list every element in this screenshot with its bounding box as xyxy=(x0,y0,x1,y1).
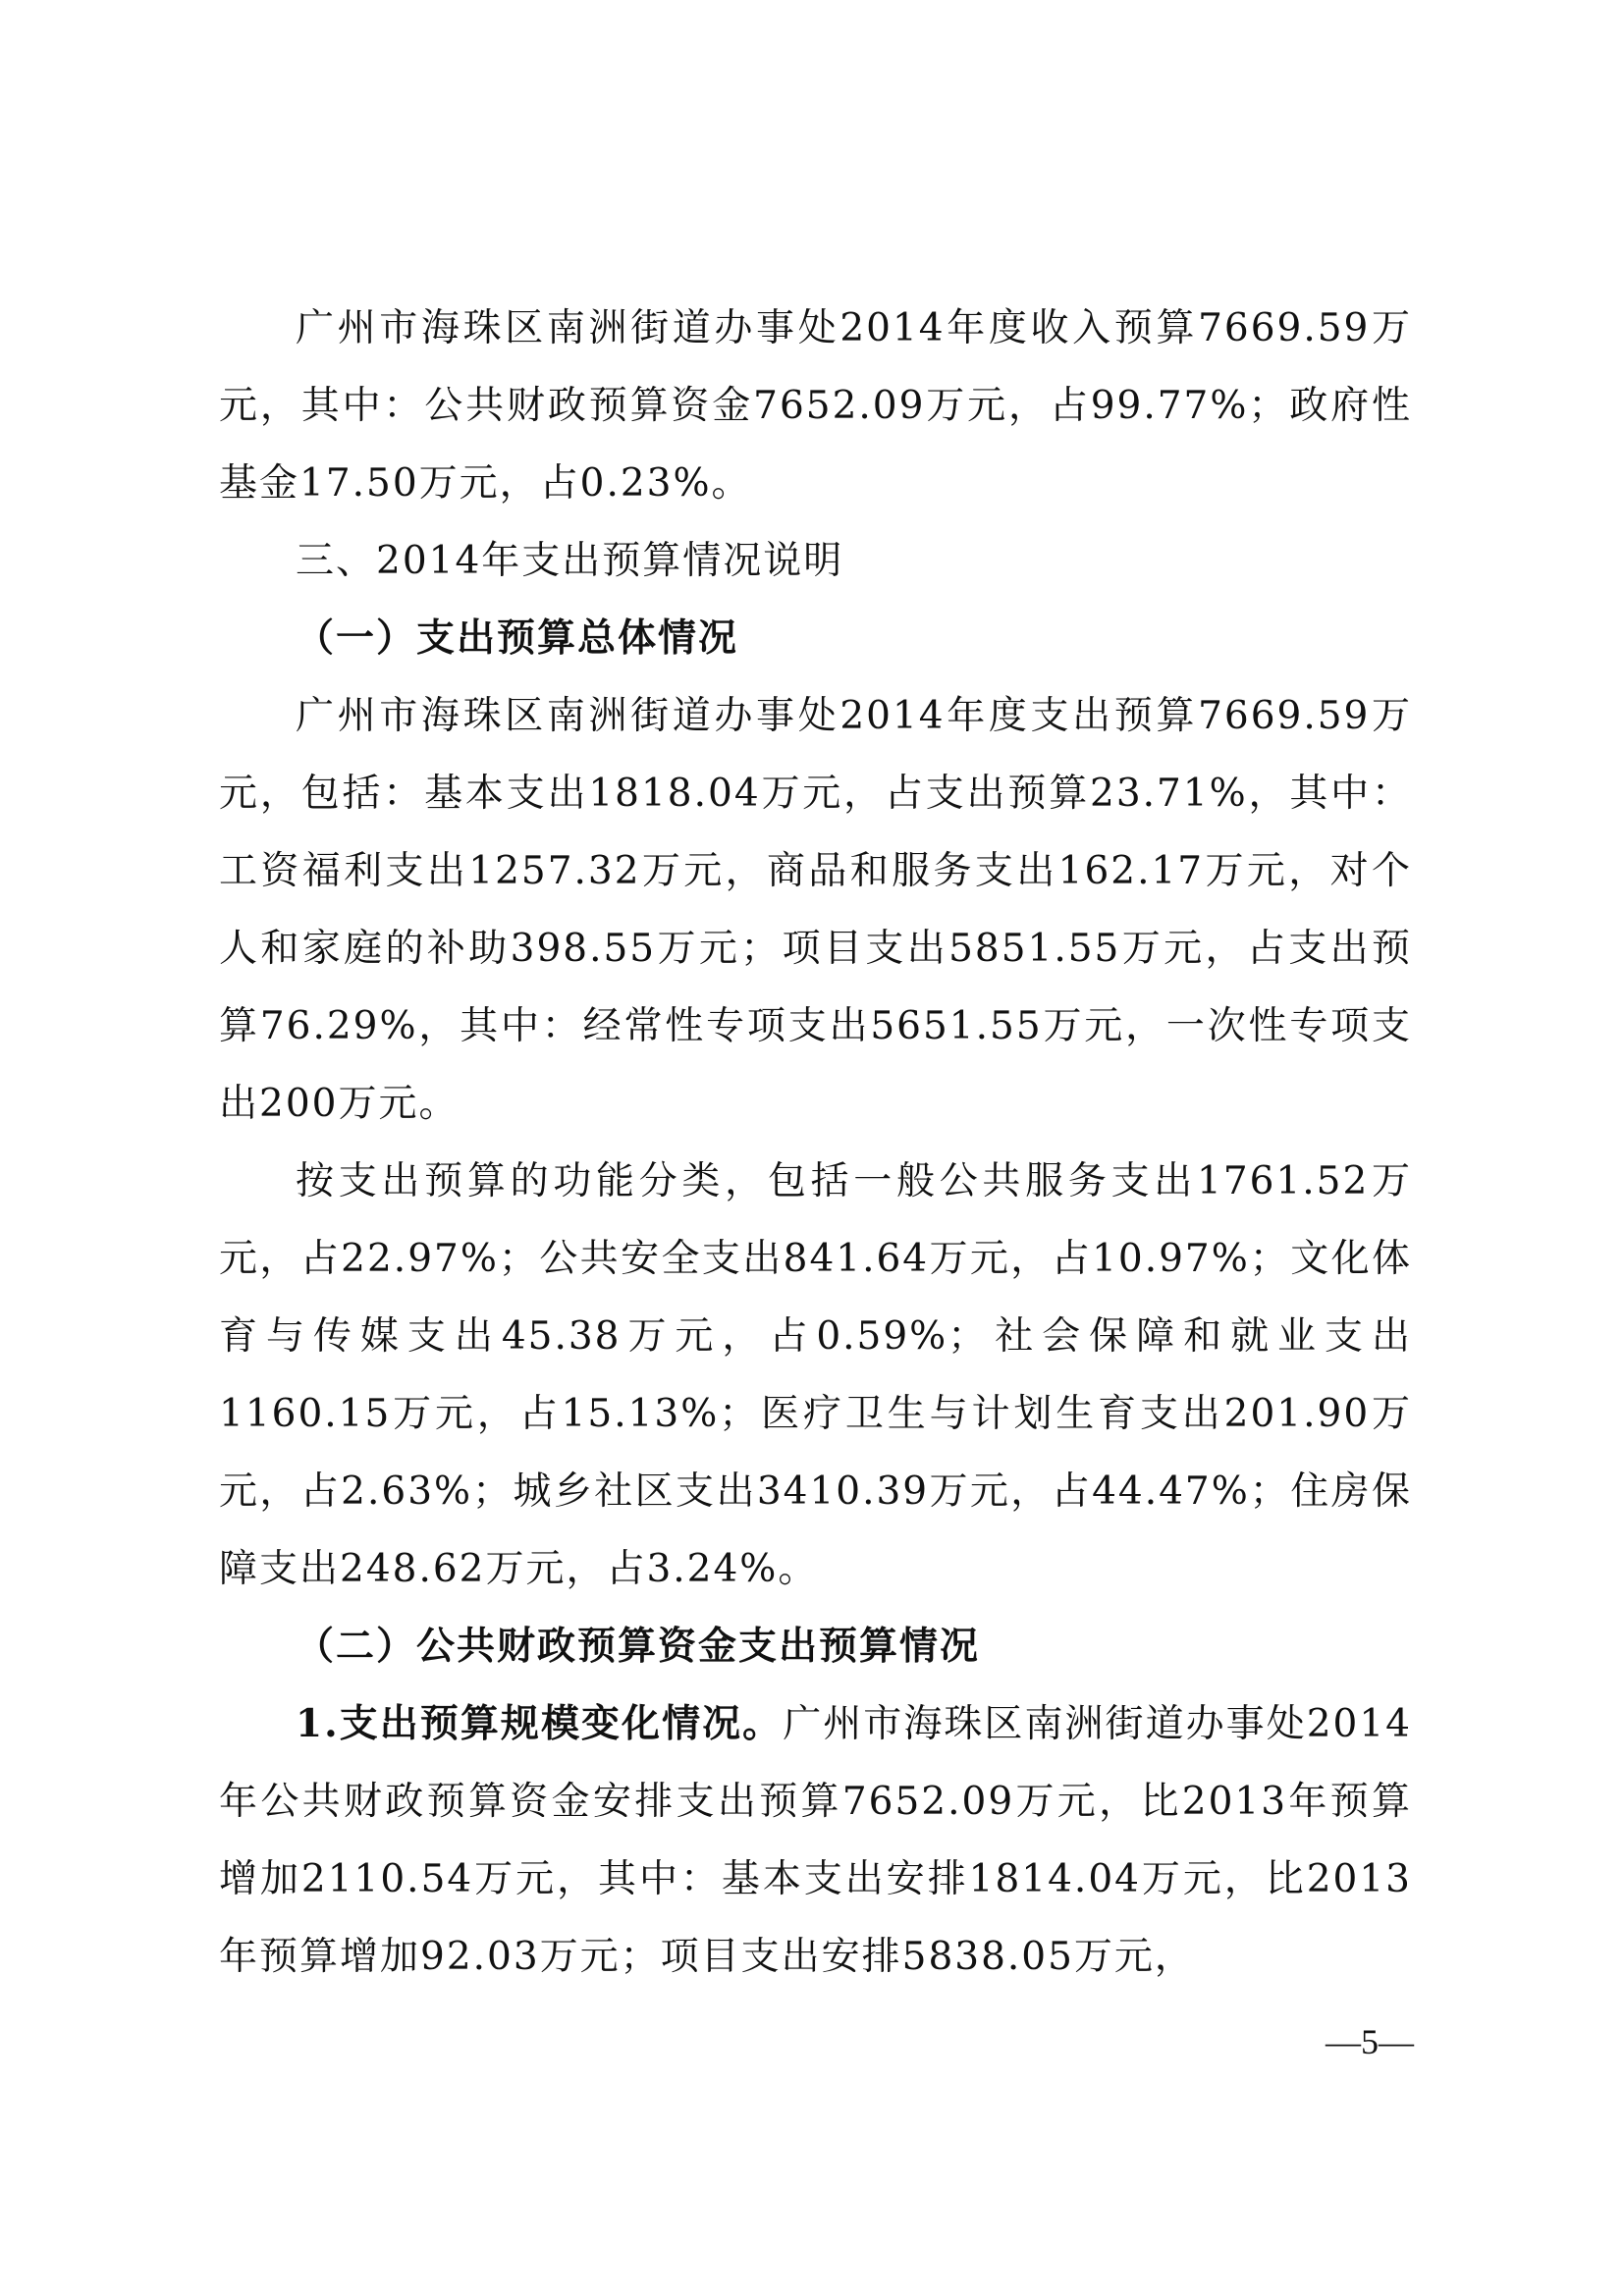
document-body xyxy=(219,290,1412,1996)
functional-classification-paragraph: 按支出预算的功能分类，包括一般公共服务支出1761.52万元，占22.97%；公共安全支出841.64万元，占10.97%；文化体育与传媒支出45.38万元，占0.59%；社会保障和就业支出1160.15万元，占15.13%；医疗卫生与计划生育支出201.90万元，占2.63%；城乡社区支出3410.39万元，占44.47%；住房保障支出248.62万元，占3.24%。 xyxy=(219,1159,1412,1591)
section-three-heading: 三、2014年支出预算情况说明 xyxy=(296,539,844,583)
income-summary-paragraph: 广州市海珠区南洲街道办事处2014年度收入预算7669.59万元，其中：公共财政预算资金7652.09万元，占99.77%；政府性基金17.50万元，占0.23%。 xyxy=(219,306,1412,506)
subsection-two-heading: （二）公共财政预算资金支出预算情况 xyxy=(296,1624,981,1669)
scale-change-paragraph xyxy=(219,1685,1412,1996)
scale-change-lead: 1.支出预算规模变化情况。 xyxy=(296,1701,784,1746)
page-number: —5— xyxy=(1326,2022,1414,2061)
expenditure-overview-paragraph: 广州市海珠区南洲街道办事处2014年度支出预算7669.59万元，包括：基本支出1818.04万元，占支出预算23.71%，其中：工资福利支出1257.32万元，商品和服务支出162.17万元，对个人和家庭的补助398.55万元；项目支出5851.55万元，占支出预算76.29%，其中：经常性专项支出5651.55万元，一次性专项支出200万元。 xyxy=(219,694,1412,1126)
scale-change-body: 广州市海珠区南洲街道办事处2014年公共财政预算资金安排支出预算7652.09万元，比2013年预算增加2110.54万元，其中：基本支出安排1814.04万元，比2013年预算增加92.03万元；项目支出安排5838.05万元， xyxy=(219,1702,1412,1979)
subsection-one-heading: （一）支出预算总体情况 xyxy=(296,615,739,661)
